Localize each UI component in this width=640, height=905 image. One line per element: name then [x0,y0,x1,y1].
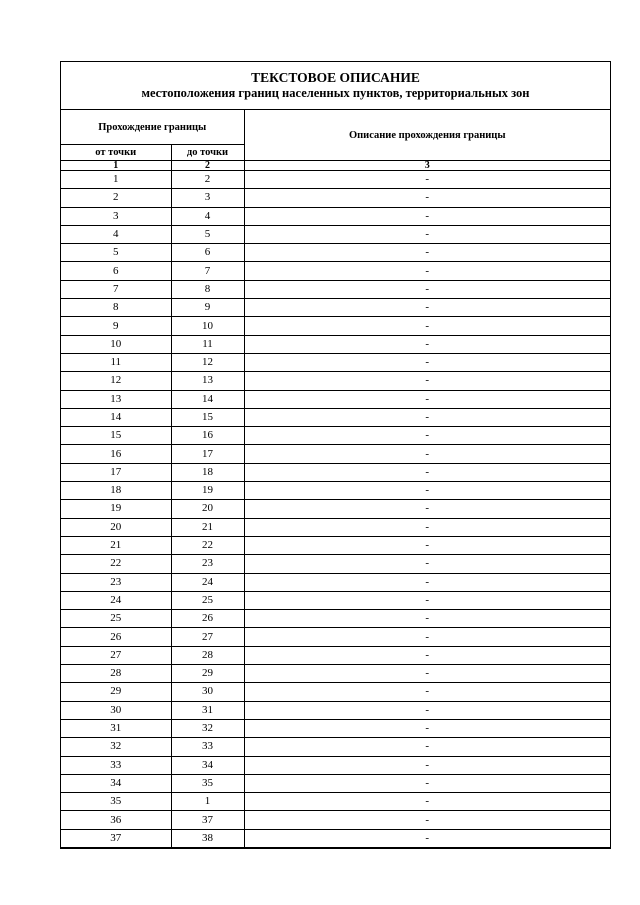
row-point-to: 11 [171,335,244,353]
row-description: - [244,445,610,463]
row-description: - [244,390,610,408]
row-description: - [244,591,610,609]
row-point-to: 27 [171,628,244,646]
row-point-to: 21 [171,518,244,536]
table-row [61,372,610,390]
table-row [61,719,610,737]
table-row [61,390,610,408]
row-description: - [244,738,610,756]
table-row [61,427,610,445]
table-row [61,299,610,317]
row-description: - [244,774,610,792]
row-point-to: 6 [171,244,244,262]
row-point-to: 20 [171,500,244,518]
table-row [61,555,610,573]
row-point-to: 19 [171,482,244,500]
table-row [61,445,610,463]
row-point-from: 11 [61,353,171,371]
table-row [61,171,610,189]
row-point-from: 29 [61,683,171,701]
row-point-from: 7 [61,280,171,298]
row-point-from: 12 [61,372,171,390]
row-description: - [244,646,610,664]
row-description: - [244,665,610,683]
row-description: - [244,280,610,298]
table-row [61,317,610,335]
row-description: - [244,317,610,335]
table-row [61,463,610,481]
row-point-from: 28 [61,665,171,683]
row-description: - [244,811,610,829]
row-point-from: 31 [61,719,171,737]
row-point-to: 25 [171,591,244,609]
table-row [61,207,610,225]
table-row [61,500,610,518]
row-point-to: 15 [171,408,244,426]
row-point-to: 35 [171,774,244,792]
row-description: - [244,518,610,536]
table-row [61,189,610,207]
row-point-from: 2 [61,189,171,207]
row-point-from: 25 [61,610,171,628]
row-point-from: 20 [61,518,171,536]
row-description: - [244,719,610,737]
table-row [61,408,610,426]
row-description: - [244,573,610,591]
row-description: - [244,335,610,353]
header-description: Описание прохождения границы [244,110,610,161]
row-description: - [244,756,610,774]
row-description: - [244,372,610,390]
row-point-to: 18 [171,463,244,481]
row-point-to: 2 [171,171,244,189]
row-point-to: 37 [171,811,244,829]
header-col-3: 3 [244,161,610,171]
row-point-to: 28 [171,646,244,664]
row-description: - [244,244,610,262]
row-point-to: 30 [171,683,244,701]
row-point-to: 31 [171,701,244,719]
row-description: - [244,189,610,207]
table-row [61,683,610,701]
row-point-from: 24 [61,591,171,609]
row-point-from: 22 [61,555,171,573]
table-row [61,701,610,719]
row-description: - [244,262,610,280]
table-row [61,811,610,829]
row-point-from: 17 [61,463,171,481]
row-point-from: 19 [61,500,171,518]
header-col-2: 2 [171,161,244,171]
row-point-from: 37 [61,829,171,847]
row-description: - [244,536,610,554]
row-description: - [244,353,610,371]
row-point-to: 32 [171,719,244,737]
boundary-table [61,110,610,847]
document-subtitle: местоположения границ населенных пунктов, территориальных зон [141,86,530,100]
row-point-from: 5 [61,244,171,262]
row-point-to: 14 [171,390,244,408]
row-point-from: 14 [61,408,171,426]
row-point-from: 26 [61,628,171,646]
row-point-to: 7 [171,262,244,280]
table-row [61,518,610,536]
row-point-to: 23 [171,555,244,573]
table-row [61,628,610,646]
header-passage: Прохождение границы [61,110,244,145]
table-row [61,536,610,554]
row-point-from: 1 [61,171,171,189]
row-point-to: 17 [171,445,244,463]
table-row [61,244,610,262]
row-point-to: 22 [171,536,244,554]
row-description: - [244,463,610,481]
row-point-from: 3 [61,207,171,225]
row-point-from: 15 [61,427,171,445]
row-point-to: 29 [171,665,244,683]
row-point-from: 8 [61,299,171,317]
row-point-to: 4 [171,207,244,225]
row-point-from: 16 [61,445,171,463]
row-point-to: 5 [171,225,244,243]
row-point-from: 6 [61,262,171,280]
row-description: - [244,408,610,426]
table-row [61,353,610,371]
table-row [61,829,610,847]
row-point-to: 26 [171,610,244,628]
row-point-from: 10 [61,335,171,353]
row-point-from: 4 [61,225,171,243]
row-point-to: 9 [171,299,244,317]
table-row [61,774,610,792]
row-point-from: 21 [61,536,171,554]
row-description: - [244,500,610,518]
row-description: - [244,628,610,646]
table-row [61,262,610,280]
row-description: - [244,610,610,628]
row-point-from: 9 [61,317,171,335]
row-description: - [244,683,610,701]
row-point-from: 35 [61,793,171,811]
row-point-from: 34 [61,774,171,792]
title-block [61,62,610,110]
table-row [61,482,610,500]
row-description: - [244,207,610,225]
row-description: - [244,793,610,811]
row-point-to: 8 [171,280,244,298]
row-point-from: 13 [61,390,171,408]
table-row [61,591,610,609]
row-description: - [244,225,610,243]
row-description: - [244,482,610,500]
table-row [61,225,610,243]
document-title: ТЕКСТОВОЕ ОПИСАНИЕ [251,70,420,85]
document-frame [60,61,611,848]
row-description: - [244,555,610,573]
row-point-to: 24 [171,573,244,591]
row-point-from: 33 [61,756,171,774]
header-col-1: 1 [61,161,171,171]
row-point-to: 33 [171,738,244,756]
table-row [61,738,610,756]
row-point-from: 18 [61,482,171,500]
row-point-from: 32 [61,738,171,756]
header-from: от точки [61,145,171,161]
table-row [61,646,610,664]
row-point-from: 36 [61,811,171,829]
row-description: - [244,829,610,847]
row-point-from: 27 [61,646,171,664]
row-point-to: 13 [171,372,244,390]
row-point-to: 10 [171,317,244,335]
table-row [61,335,610,353]
table-body [61,171,610,847]
table-row [61,665,610,683]
bottom-rule [60,848,611,849]
row-point-to: 16 [171,427,244,445]
table-row [61,280,610,298]
row-point-from: 30 [61,701,171,719]
row-point-to: 3 [171,189,244,207]
row-point-to: 1 [171,793,244,811]
row-point-from: 23 [61,573,171,591]
row-description: - [244,299,610,317]
row-point-to: 12 [171,353,244,371]
row-point-to: 34 [171,756,244,774]
row-description: - [244,171,610,189]
row-point-to: 38 [171,829,244,847]
row-description: - [244,701,610,719]
table-row [61,573,610,591]
row-description: - [244,427,610,445]
header-to: до точки [171,145,244,161]
table-row [61,756,610,774]
table-row [61,793,610,811]
table-row [61,610,610,628]
